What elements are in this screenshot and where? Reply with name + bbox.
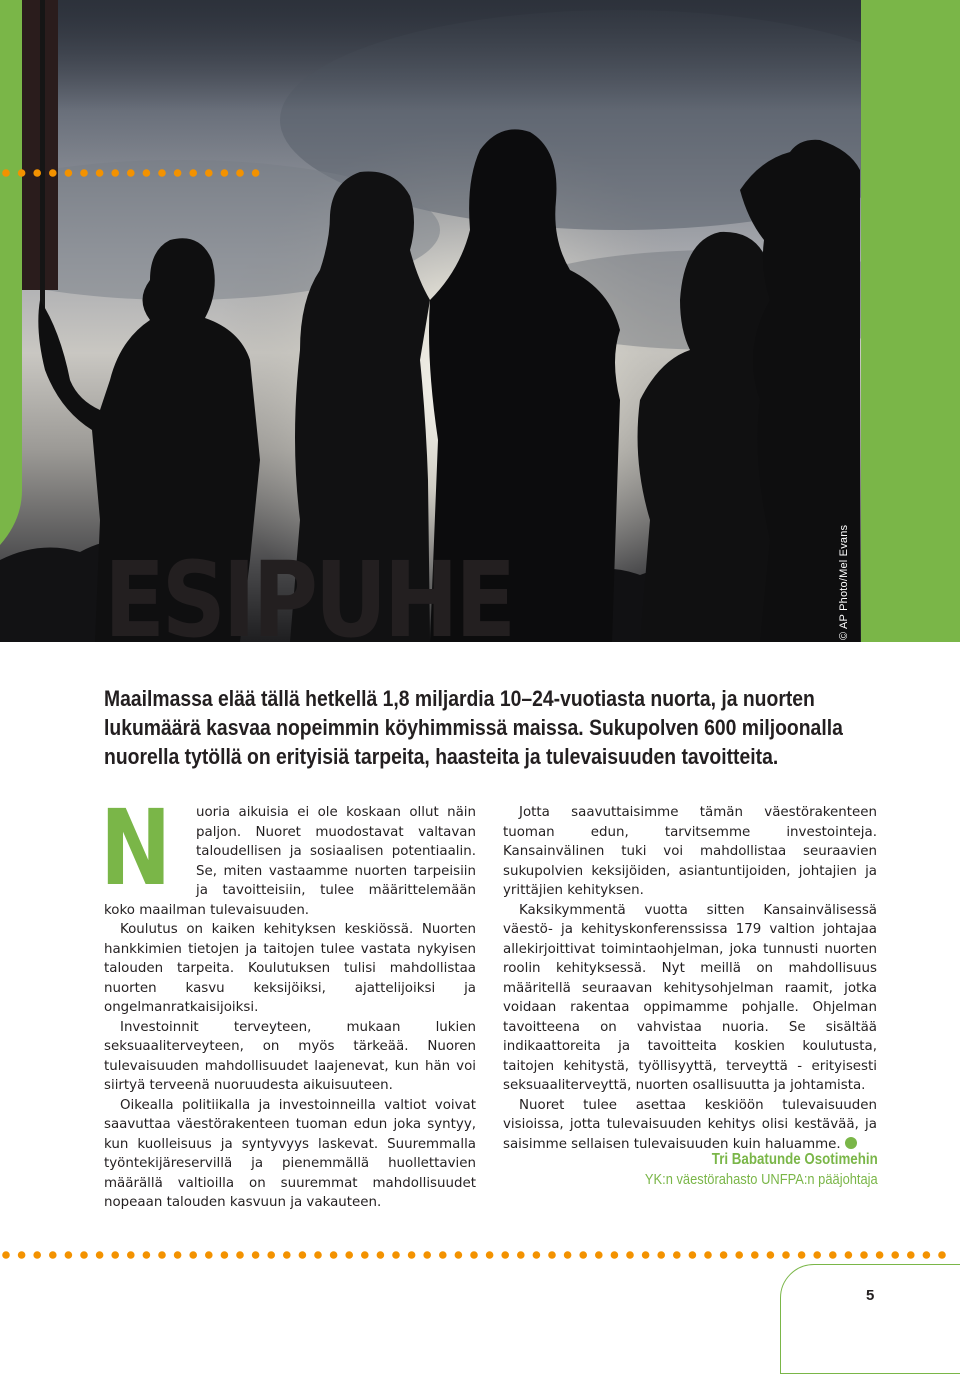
dot-icon xyxy=(252,169,260,177)
dotted-line-top xyxy=(0,166,280,180)
dot-icon xyxy=(938,1251,946,1259)
dot-icon xyxy=(392,1251,400,1259)
signature xyxy=(645,1150,878,1190)
dot-icon xyxy=(96,1251,104,1259)
dot-icon xyxy=(923,1251,931,1259)
dot-icon xyxy=(221,1251,229,1259)
dot-icon xyxy=(517,1251,525,1259)
lead-paragraph: Maailmassa elää tällä hetkellä 1,8 miljardia 10–24-vuotiasta nuorta, ja nuorten lukumäärä kasvaa nopeimmin köyhimmissä maissa. Sukupolven 600 miljoonalla nuorella tytöllä on erityisiä tarpeita, haasteita ja tulevaisuuden tavoitteita. xyxy=(104,686,843,769)
dot-icon xyxy=(299,1251,307,1259)
dot-icon xyxy=(548,1251,556,1259)
dot-icon xyxy=(408,1251,416,1259)
dot-icon xyxy=(174,1251,182,1259)
dot-icon xyxy=(767,1251,775,1259)
photo-credit: © AP Photo/Mel Evans xyxy=(838,524,850,640)
dot-icon xyxy=(564,1251,572,1259)
dot-icon xyxy=(96,169,104,177)
dot-icon xyxy=(252,1251,260,1259)
paragraph-1 xyxy=(100,787,476,920)
dot-icon xyxy=(2,169,10,177)
dot-icon xyxy=(611,1251,619,1259)
paragraph-7 xyxy=(503,1096,877,1155)
dot-icon xyxy=(33,169,41,177)
end-mark-icon xyxy=(845,1137,857,1149)
dot-icon xyxy=(158,169,166,177)
signature-title: YK:n väestörahasto UNFPA:n pääjohtaja xyxy=(645,1171,878,1188)
dot-icon xyxy=(49,169,57,177)
dot-icon xyxy=(455,1251,463,1259)
paragraph-3: Investoinnit terveyteen, mukaan lukien seksuaaliterveyteen, on myös tärkeää. Nuoren tulevaisuuden mahdollisuudet laajenevat, kun hän voi siirtyä terveenä nuoruudesta aikuisuuteen. xyxy=(104,1019,476,1093)
dot-icon xyxy=(907,1251,915,1259)
dot-icon xyxy=(439,1251,447,1259)
dot-icon xyxy=(18,169,26,177)
drop-cap: N xyxy=(100,787,172,909)
dot-icon xyxy=(798,1251,806,1259)
dot-icon xyxy=(174,169,182,177)
dot-icon xyxy=(18,1251,26,1259)
dot-icon xyxy=(470,1251,478,1259)
dot-icon xyxy=(673,1251,681,1259)
dot-icon xyxy=(704,1251,712,1259)
dot-icon xyxy=(361,1251,369,1259)
dot-icon xyxy=(80,1251,88,1259)
dot-icon xyxy=(143,1251,151,1259)
green-side-bar xyxy=(861,0,960,642)
page-number-box xyxy=(780,1264,960,1374)
dot-icon xyxy=(735,1251,743,1259)
dot-icon xyxy=(205,169,213,177)
hero-photo xyxy=(0,0,960,642)
dot-icon xyxy=(2,1251,10,1259)
dotted-line-bottom xyxy=(0,1248,960,1262)
dot-icon xyxy=(65,169,73,177)
page-title: ESIPUHE xyxy=(104,548,513,642)
dot-icon xyxy=(845,1251,853,1259)
paragraph-2: Koulutus on kaiken kehityksen keskiössä. Nuorten hankkimien tietojen ja taitojen tulee vastata nykyisen talouden tarpeita. Koulutuksen tulisi mahdollistaa nuorten kasvu keksijöiksi, ajattelijoiksi ja ongelmanratkaisijoiksi. xyxy=(104,922,476,1015)
dot-icon xyxy=(267,1251,275,1259)
paragraph-4: Oikealla politiikalla ja investoinneilla valtiot voivat saavuttaa väestörakenteen tuoman edun joka syntyy, kun kuolleisuus ja syntyvyys laskevat. Suuremmalla työntekijäreservillä ja pienemmällä huollettavien määrällä valtioilla on suuremmat mahdollisuudet nopeaan talouden kasvuun ja vakauteen. xyxy=(104,1097,476,1210)
dot-icon xyxy=(891,1251,899,1259)
dot-icon xyxy=(876,1251,884,1259)
left-column xyxy=(100,787,476,1213)
dot-icon xyxy=(221,169,229,177)
dot-icon xyxy=(158,1251,166,1259)
dot-icon xyxy=(189,1251,197,1259)
dot-icon xyxy=(377,1251,385,1259)
page-number: 5 xyxy=(866,1287,875,1304)
dot-icon xyxy=(657,1251,665,1259)
dot-icon xyxy=(860,1251,868,1259)
dot-icon xyxy=(642,1251,650,1259)
signature-name: Tri Babatunde Osotimehin xyxy=(712,1151,878,1168)
paragraph-5: Jotta saavuttaisimme tämän väestörakenteen tuoman edun, tarvitsemme investointeja. Kansainvälinen tuki voi mahdollistaa seuraavien sukupolvien keksijöiden, asiantuntijoiden, johtajien ja yrittäjien kehityksen. xyxy=(503,805,877,898)
dot-icon xyxy=(595,1251,603,1259)
dot-icon xyxy=(829,1251,837,1259)
dot-icon xyxy=(143,169,151,177)
dot-icon xyxy=(49,1251,57,1259)
dot-icon xyxy=(127,1251,135,1259)
dot-icon xyxy=(782,1251,790,1259)
dot-icon xyxy=(720,1251,728,1259)
dot-icon xyxy=(314,1251,322,1259)
dot-icon xyxy=(65,1251,73,1259)
dot-icon xyxy=(111,169,119,177)
dot-icon xyxy=(813,1251,821,1259)
dot-icon xyxy=(501,1251,509,1259)
dot-icon xyxy=(236,169,244,177)
silhouette-photo xyxy=(0,0,960,642)
dot-icon xyxy=(111,1251,119,1259)
dot-icon xyxy=(423,1251,431,1259)
dot-icon xyxy=(33,1251,41,1259)
dot-icon xyxy=(689,1251,697,1259)
dot-icon xyxy=(80,169,88,177)
paragraph-6: Kaksikymmentä vuotta sitten Kansainvälisessä väestö- ja kehityskonferenssissa 179 valtion johtajaa allekirjoittivat toimintaohjelman, joka tunnusti nuorten roolin kehityksessä. Nyt meillä on mahdollisuus määritellä seuraavan kehitysohjelman raamit, jotka voidaan rakentaa oppimamme pohjalle. Ohjelman tavoitteena on vahvistaa nuoria. Se sisältää indikaattoreita ja tavoitteita koskien koulutusta, taitojen kehitystä, työllisyyttä, terveyttä - erityisesti seksuaaliterveyttä, nuorten osallisuutta ja johtamista. xyxy=(503,902,877,1093)
dot-icon xyxy=(236,1251,244,1259)
dot-icon xyxy=(626,1251,634,1259)
right-column xyxy=(503,803,877,1154)
dot-icon xyxy=(127,169,135,177)
dot-icon xyxy=(205,1251,213,1259)
green-page-edge xyxy=(0,0,22,580)
dot-icon xyxy=(533,1251,541,1259)
dot-icon xyxy=(486,1251,494,1259)
paragraph-1-text: uoria aikuisia ei ole koskaan ollut näin paljon. Nuoret muodostavat valtavan taloudellisen ja sosiaalisen potentiaalin. Se, miten vastaamme nuorten tarpeisiin ja tavoitteisiin, tulee määrittelemään koko maailman tulevaisuuden. xyxy=(104,805,476,918)
paragraph-7-text: Nuoret tulee asettaa keskiöön tulevaisuuden visioissa, jotta tulevaisuuden kehitys olisi kestävää, ja saisimme sellaisen tulevaisuuden kuin haluamme. xyxy=(503,1097,877,1152)
dot-icon xyxy=(345,1251,353,1259)
dot-icon xyxy=(751,1251,759,1259)
dot-icon xyxy=(283,1251,291,1259)
dot-icon xyxy=(330,1251,338,1259)
dot-icon xyxy=(189,169,197,177)
dot-icon xyxy=(579,1251,587,1259)
